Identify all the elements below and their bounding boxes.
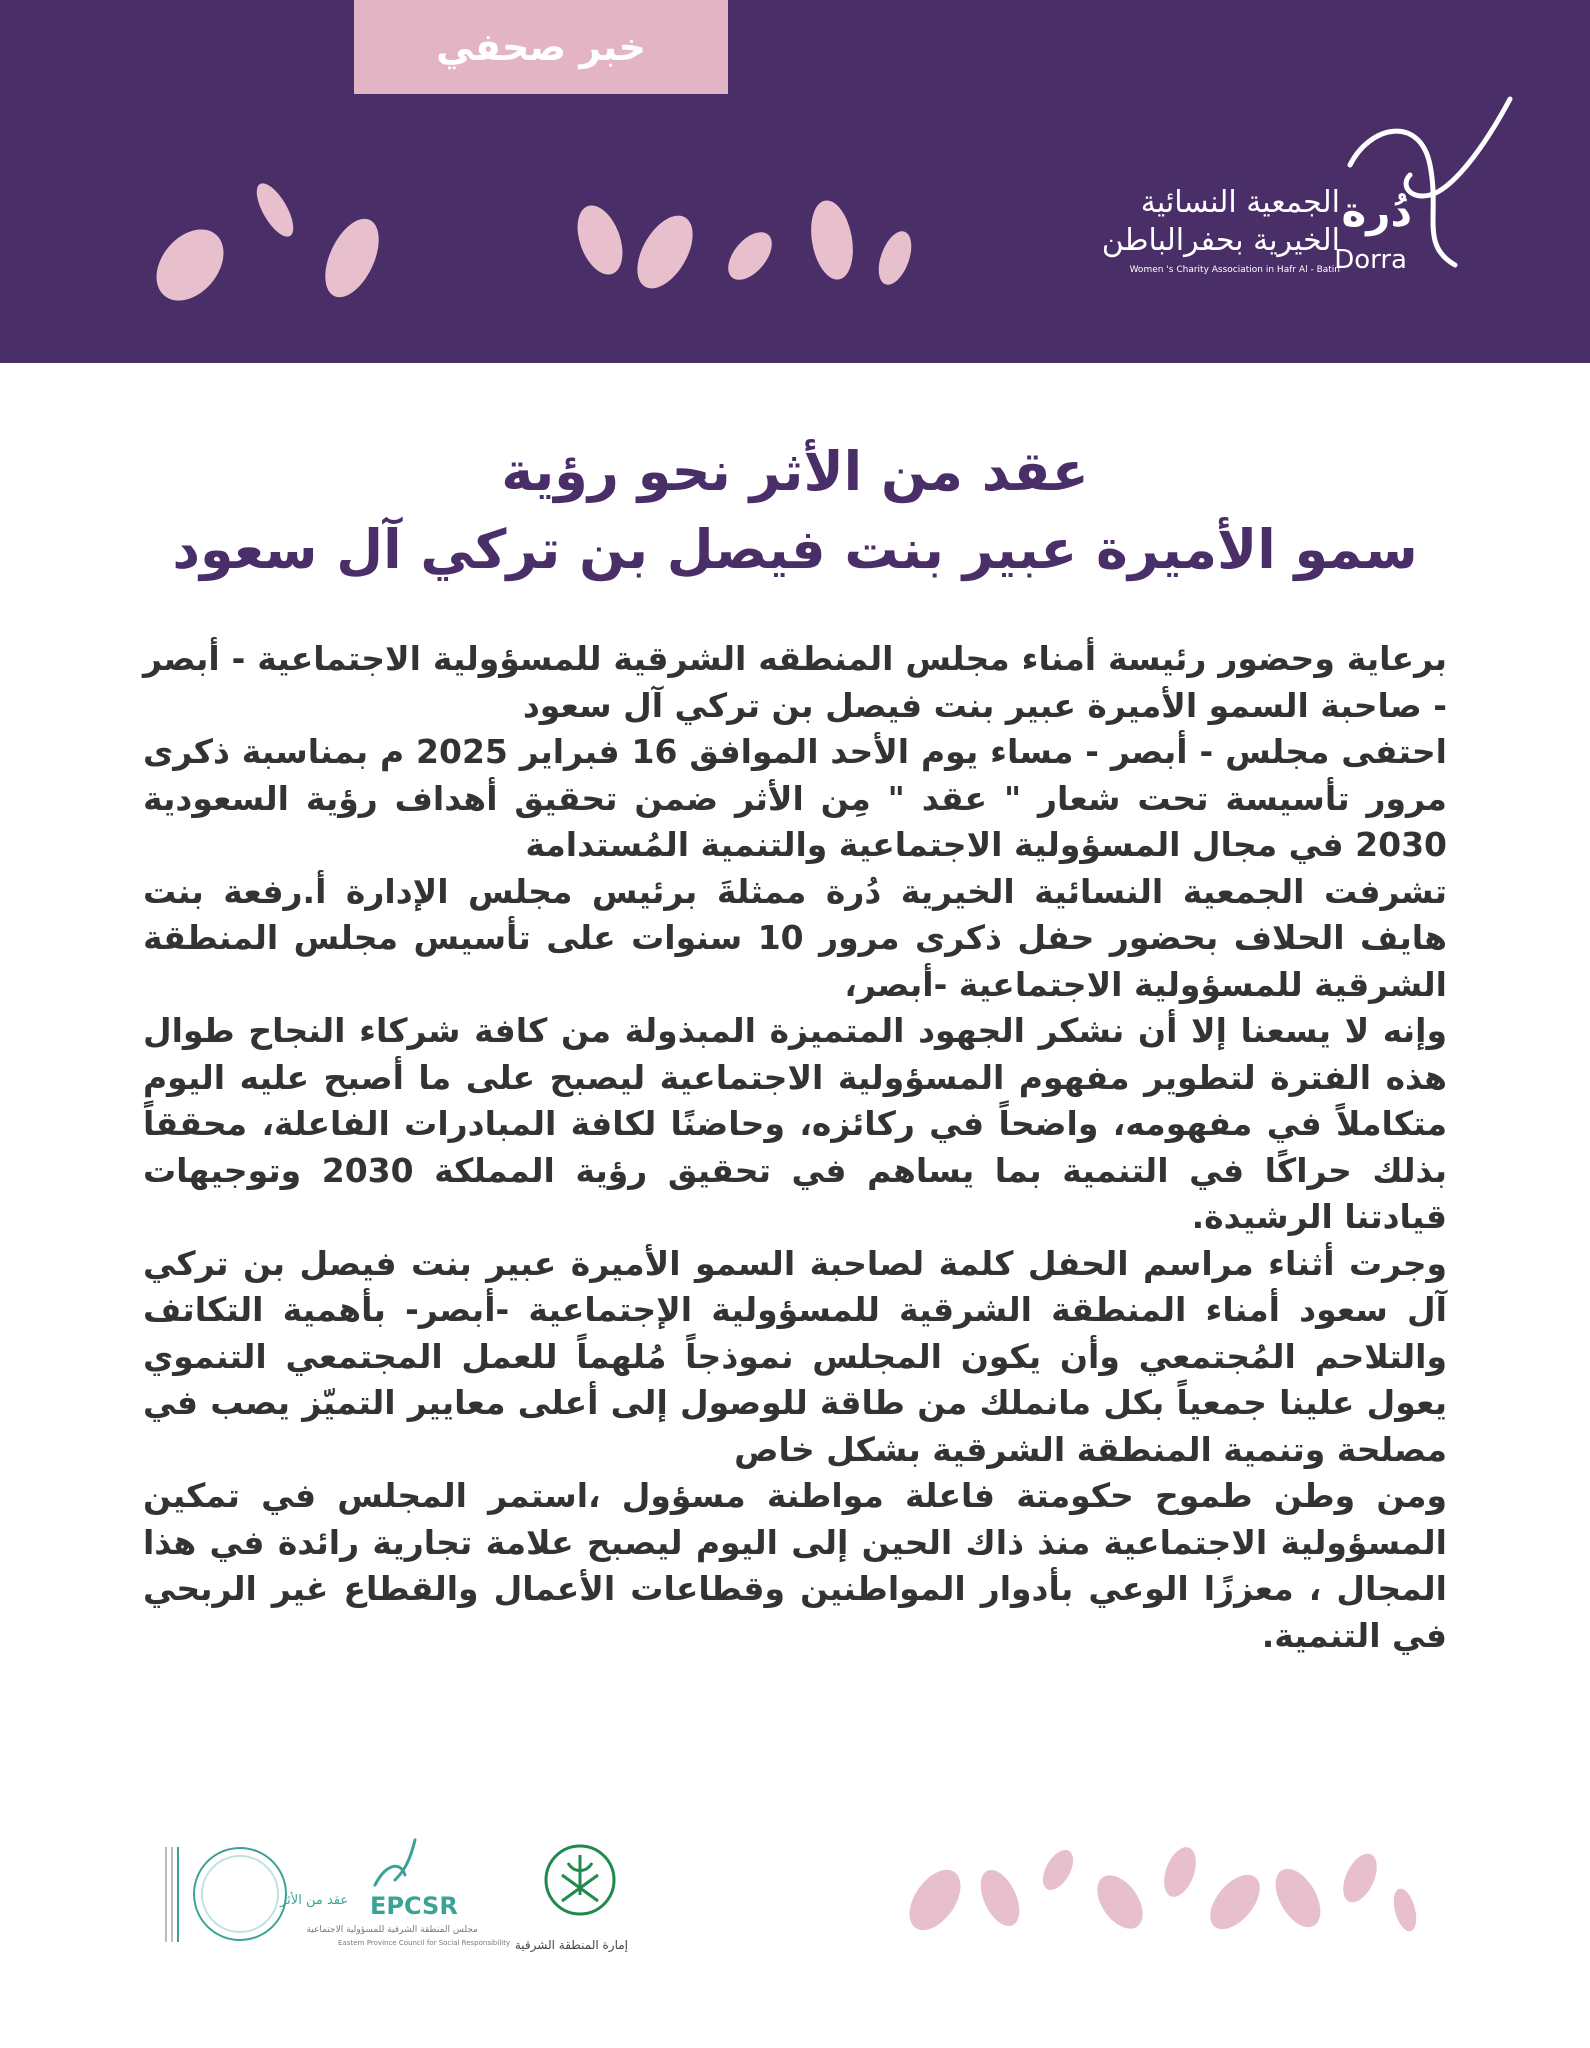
association-name-line1: الجمعية النسائية (1140, 185, 1340, 220)
paragraph: وإنه لا يسعنا إلا أن نشكر الجهود المتميزة المبذولة من كافة شركاء النجاح طوال هذه الفترة لتطوير مفهوم المسؤولية الاجتماعية ليصبح على ما أصبح عليه اليوم متكاملاً في مفهومه، واضحاً في ركائزه، وحاضنًا لكافة المبادرات الفاعلة، محققاً بذلك حراكًا في التنمية بما يساهم في تحقيق رؤية المملكة 2030 وتوجيهات قيادتنا الرشيدة. (143, 1011, 1447, 1236)
petal (973, 1864, 1027, 1932)
petal (872, 227, 917, 289)
epcsr-logo-label: EPCSR (370, 1892, 458, 1920)
petal (1037, 1845, 1080, 1895)
petal (1158, 1843, 1202, 1901)
association-name-line2: الخيرية بحفرالباطن (1101, 223, 1340, 258)
epcsr-subtitle-arabic: مجلس المنطقة الشرقية للمسؤولية الاجتماعية (306, 1925, 478, 1935)
paragraph: وجرت أثناء مراسم الحفل كلمة لصاحبة السمو الأميرة عبير بنت فيصل بن تركي آل سعود أمناء المنطقة الشرقية للمسؤولية الإجتماعية -أبصر- بأهمية التكاتف والتلاحم المُجتمعي وأن يكون المجلس نموذجاً مُلهماً للعمل المجتمعي التنموي يعول علينا جمعياً بكل مانملك من طاقة للوصول إلى أعلى معايير التميّز يصب في مصلحة وتنمية المنطقة الشرقية بشكل خاص (143, 1243, 1447, 1469)
brand-name-arabic: دُرة (1341, 187, 1412, 236)
petal (720, 224, 781, 287)
epcsr-logo-mark (365, 1835, 425, 1895)
press-release-badge: خبر صحفي (354, 0, 728, 94)
footer-decorative-petals (890, 1830, 1450, 1950)
petal (569, 199, 631, 280)
header-banner (0, 0, 1590, 363)
headline-line1: عقد من الأثر نحو رؤية (501, 440, 1089, 503)
association-name-english: Women 's Charity Association in Hafr Al - Batin (1129, 265, 1340, 275)
petal (1201, 1866, 1270, 1938)
petal (805, 197, 858, 283)
petal (1336, 1849, 1383, 1908)
saudi-emblem-icon (540, 1835, 620, 1935)
paragraph: برعاية وحضور رئيسة أمناء مجلس المنطقه الشرقية للمسؤولية الاجتماعية - أبصر - صاحبة السمو الأميرة عبير بنت فيصل بن تركي آل سعود (143, 639, 1447, 725)
petal (143, 216, 237, 313)
petal (1390, 1886, 1421, 1934)
article-body (143, 636, 1447, 1659)
epcsr-subtitle-english: Eastern Province Council for Social Responsibility (338, 1939, 511, 1947)
petal (899, 1861, 971, 1940)
petal (250, 178, 301, 242)
brand-name-english: Dorra (1334, 245, 1407, 275)
headline-line2: سمو الأميرة عبير بنت فيصل بن تركي آل سعود (172, 518, 1418, 581)
paragraph: تشرفت الجمعية النسائية الخيرية دُرة ممثلةَ برئيس مجلس الإدارة أ.رفعة بنت هايف الحلاف بحضور حفل ذكرى مرور 10 سنوات على تأسيس مجلس المنطقة الشرقية للمسؤولية الاجتماعية -أبصر، (143, 871, 1447, 1004)
paragraph: احتفى مجلس - أبصر - مساء يوم الأحد الموافق 16 فبراير 2025 م بمناسبة ذكرى مرور تأسيسة تحت شعار " عقد " مِن الأثر ضمن تحقيق أهداف رؤية السعودية 2030 في مجال المسؤولية الاجتماعية والتنمية المُستدامة (143, 732, 1447, 864)
dorra-logo (1070, 95, 1530, 285)
petal (1266, 1861, 1329, 1934)
partner-logos (160, 1830, 680, 1970)
petal (1088, 1867, 1152, 1937)
petal (626, 206, 704, 297)
decade-logo-text: عقد من الأثر (280, 1893, 349, 1908)
petal (314, 211, 389, 306)
eastern-province-emirate-text: إمارة المنطقة الشرقية (514, 1938, 628, 1952)
paragraph: ومن وطن طموح حكومتة فاعلة مواطنة مسؤول ،استمر المجلس في تمكين المسؤولية الاجتماعية منذ ذاك الحين إلى اليوم ليصبح علامة تجارية رائدة في هذا المجال ، معززًا الوعي بأدوار المواطنين وقطاعات الأعمال والقطاع غير الربحي في التنمية. (143, 1476, 1447, 1655)
